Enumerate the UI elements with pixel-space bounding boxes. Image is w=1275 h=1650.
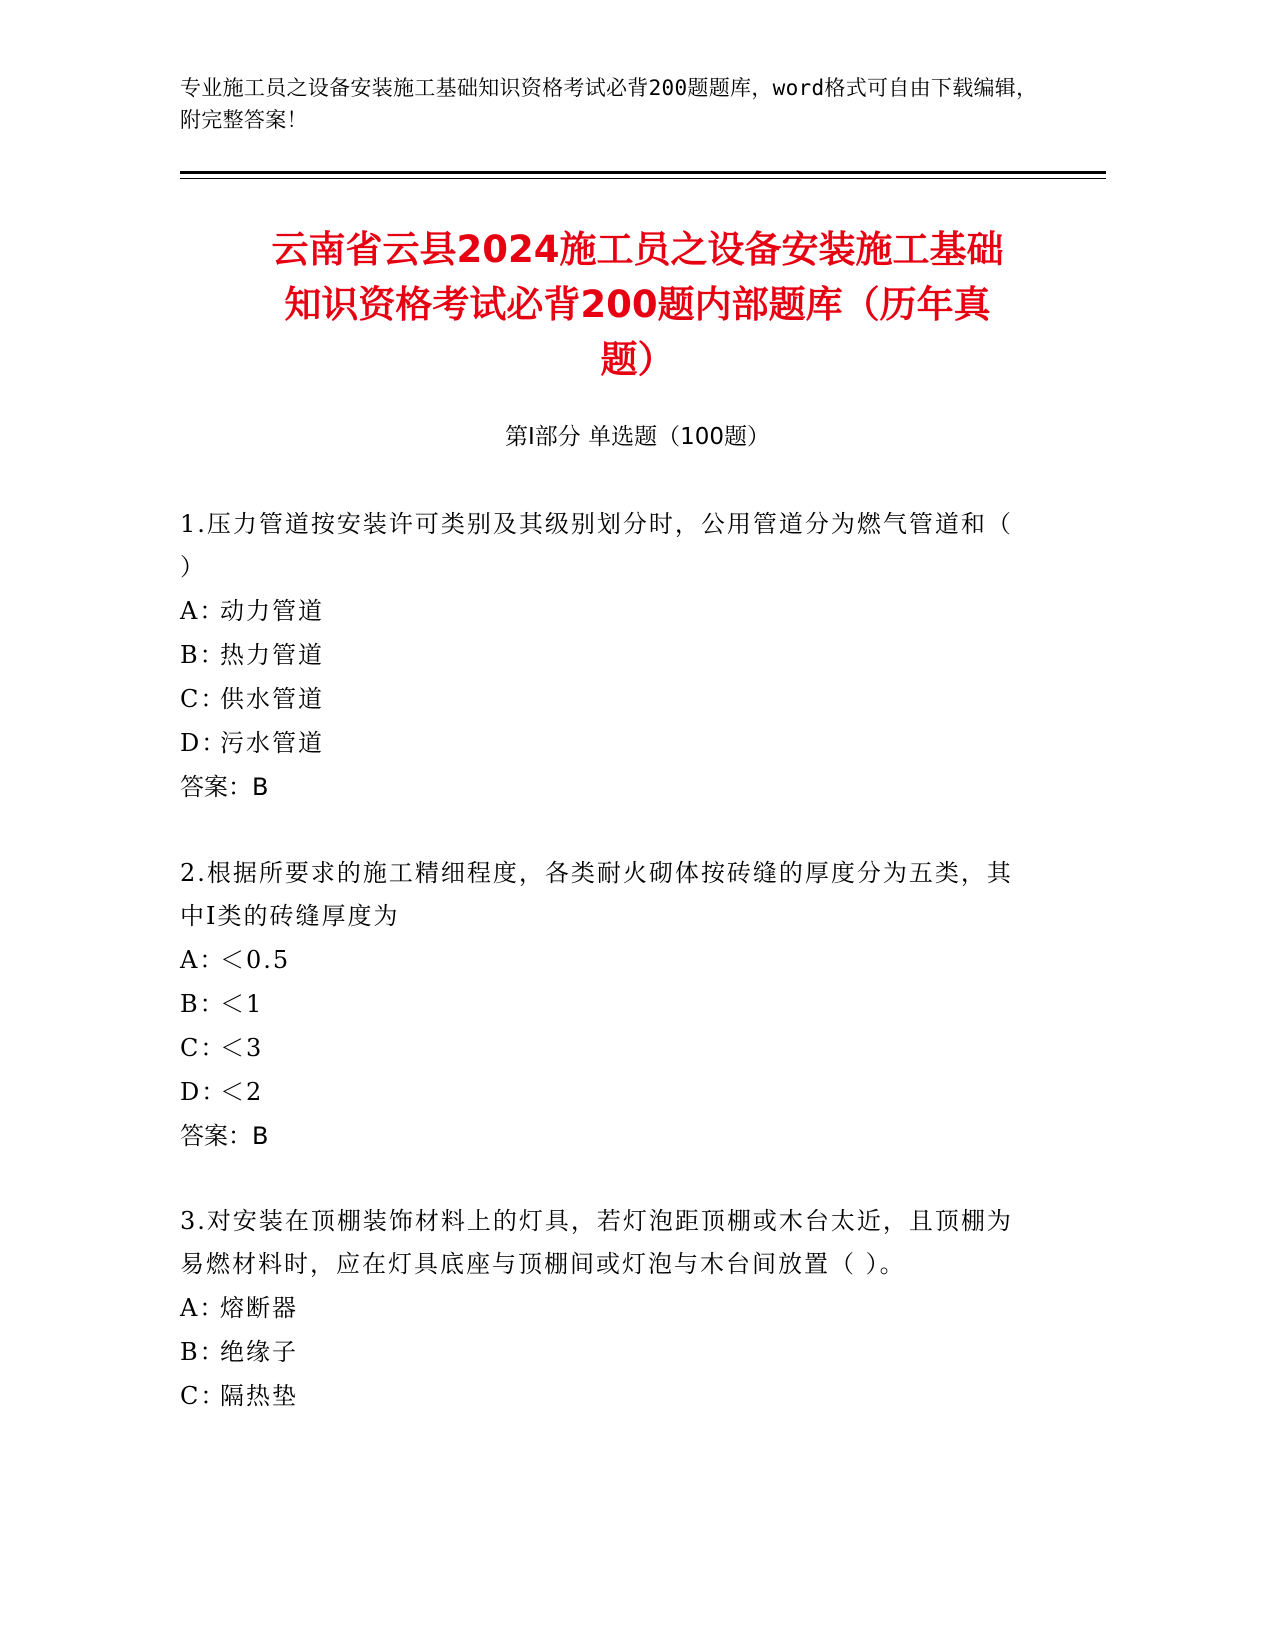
option-letter: B： (180, 641, 226, 669)
title-line-3: 题） (600, 338, 675, 381)
option-b (180, 633, 1030, 677)
option-letter: D： (180, 1078, 228, 1106)
option-d (180, 1070, 1030, 1114)
header-rule-thin (180, 178, 1106, 179)
option-c (180, 1026, 1030, 1070)
option-a (180, 1286, 1030, 1330)
option-text: 隔热垫 (220, 1382, 298, 1410)
option-a (180, 589, 1030, 633)
option-letter: C： (180, 1034, 227, 1062)
option-letter: A： (180, 946, 226, 974)
option-text: 熔断器 (220, 1294, 298, 1322)
question-stem: 2.根据所要求的施工精细程度，各类耐火砌体按砖缝的厚度分为五类，其中Ⅰ类的砖缝厚度为 (180, 859, 1013, 930)
option-letter: D： (180, 729, 228, 757)
option-text: 绝缘子 (220, 1338, 298, 1366)
question-1 (180, 503, 1030, 809)
title-line-2: 知识资格考试必背200题内部题库（历年真 (284, 283, 991, 326)
header-note: 专业施工员之设备安装施工基础知识资格考试必背200题题库，word格式可自由下载编辑，附完整答案！ (180, 76, 1038, 132)
header-rule-thick (180, 171, 1106, 174)
option-letter: B： (180, 1338, 226, 1366)
question-stem: 1.压力管道按安装许可类别及其级别划分时，公用管道分为燃气管道和（ ） (180, 510, 1013, 581)
title-line-1: 云南省云县2024施工员之设备安装施工基础 (271, 228, 1004, 271)
option-b (180, 982, 1030, 1026)
option-b (180, 1330, 1030, 1374)
option-a (180, 938, 1030, 982)
option-letter: C： (180, 1382, 227, 1410)
section-heading: 第I部分 单选题（100题） (505, 424, 770, 450)
document-title (175, 222, 1100, 387)
option-text: ＜1 (220, 990, 264, 1018)
option-text: 供水管道 (220, 685, 324, 713)
option-d (180, 721, 1030, 765)
option-letter: A： (180, 1294, 226, 1322)
option-text: ＜2 (220, 1078, 264, 1106)
question-2 (180, 852, 1030, 1158)
answer: 答案：B (180, 773, 269, 801)
option-text: ＜0.5 (220, 946, 291, 974)
question-3 (180, 1200, 1030, 1418)
option-text: ＜3 (220, 1034, 264, 1062)
option-c (180, 1374, 1030, 1418)
option-letter: B： (180, 990, 226, 1018)
question-stem: 3.对安装在顶棚装饰材料上的灯具，若灯泡距顶棚或木台太近，且顶棚为易燃材料时，应在灯具底座与顶棚间或灯泡与木台间放置（ ）。 (180, 1207, 1013, 1278)
option-text: 热力管道 (220, 641, 324, 669)
option-c (180, 677, 1030, 721)
option-letter: A： (180, 597, 226, 625)
answer: 答案：B (180, 1122, 269, 1150)
option-text: 污水管道 (220, 729, 324, 757)
option-text: 动力管道 (220, 597, 324, 625)
option-letter: C： (180, 685, 227, 713)
